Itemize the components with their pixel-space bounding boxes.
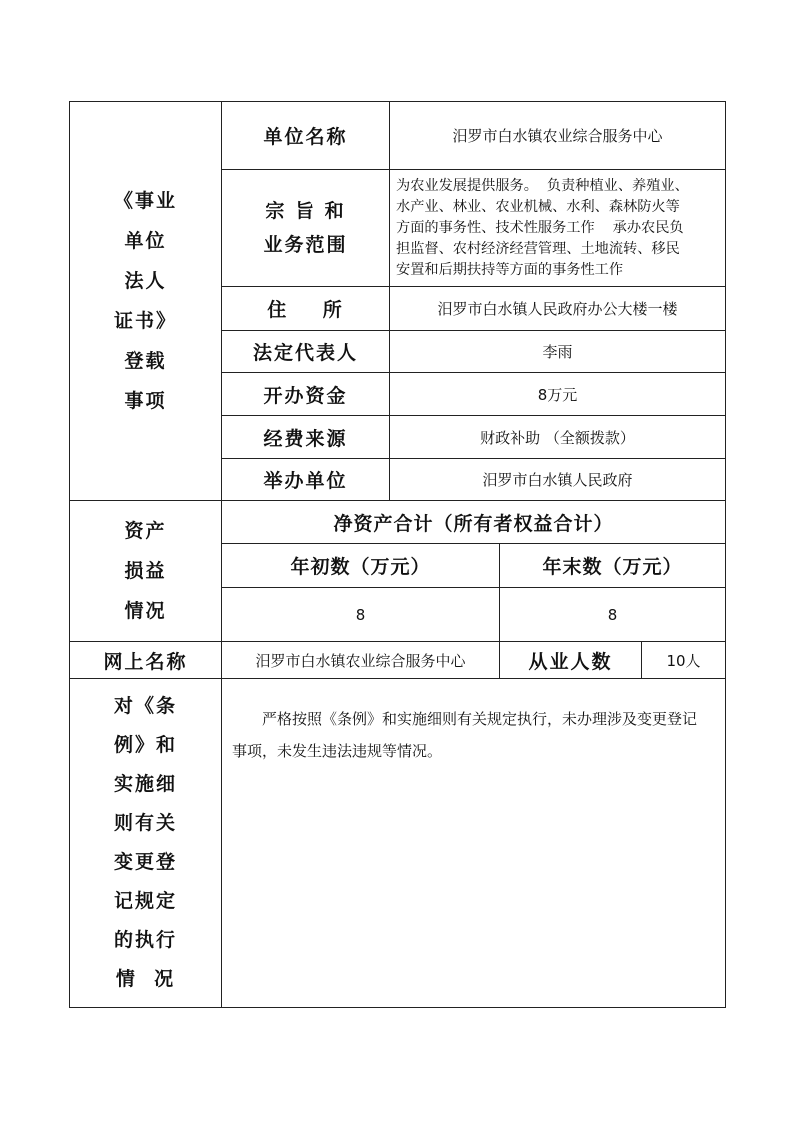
legal-rep-value: 李雨 [389, 330, 726, 373]
purpose-scope-label: 宗 旨 和 业务范围 [221, 169, 390, 287]
year-end-header: 年末数（万元） [499, 543, 726, 588]
online-name-value: 汨罗市白水镇农业综合服务中心 [221, 641, 500, 679]
year-start-header: 年初数（万元） [221, 543, 500, 588]
registration-section-label: 《事业 单位 法人 证书》 登载 事项 [69, 101, 222, 501]
assets-section-label: 资产 损益 情况 [69, 500, 222, 642]
net-assets-header: 净资产合计（所有者权益合计） [221, 500, 726, 544]
capital-value: 8万元 [389, 372, 726, 416]
sponsor-label: 举办单位 [221, 458, 390, 501]
year-start-value: 8 [221, 587, 500, 642]
online-name-label: 网上名称 [69, 641, 222, 679]
capital-label: 开办资金 [221, 372, 390, 416]
legal-rep-label: 法定代表人 [221, 330, 390, 373]
year-end-value: 8 [499, 587, 726, 642]
unit-name-label: 单位名称 [221, 101, 390, 170]
purpose-scope-value: 为农业发展提供服务。 负责种植业、养殖业、 水产业、林业、农业机械、水利、森林防火等 方面的事务性、技术性服务工作 承办农民负 担监督、农村经济经营管理、土地流转、移民 安置和后期扶持等方面的事务性工作 [389, 169, 726, 287]
funding-source-value: 财政补助 （全额拨款） [389, 415, 726, 459]
staff-count-label: 从业人数 [499, 641, 642, 679]
address-value: 汨罗市白水镇人民政府办公大楼一楼 [389, 286, 726, 331]
funding-source-label: 经费来源 [221, 415, 390, 459]
compliance-section-label: 对《条 例》和 实施细 则有关 变更登 记规定 的执行 情 况 [69, 678, 222, 1008]
address-label: 住 所 [221, 286, 390, 331]
sponsor-value: 汨罗市白水镇人民政府 [389, 458, 726, 501]
staff-count-value: 10人 [641, 641, 726, 679]
compliance-text: 严格按照《条例》和实施细则有关规定执行，未办理涉及变更登记 事项，未发生违法违规等情况。 [221, 678, 726, 1008]
unit-name-value: 汨罗市白水镇农业综合服务中心 [389, 101, 726, 170]
